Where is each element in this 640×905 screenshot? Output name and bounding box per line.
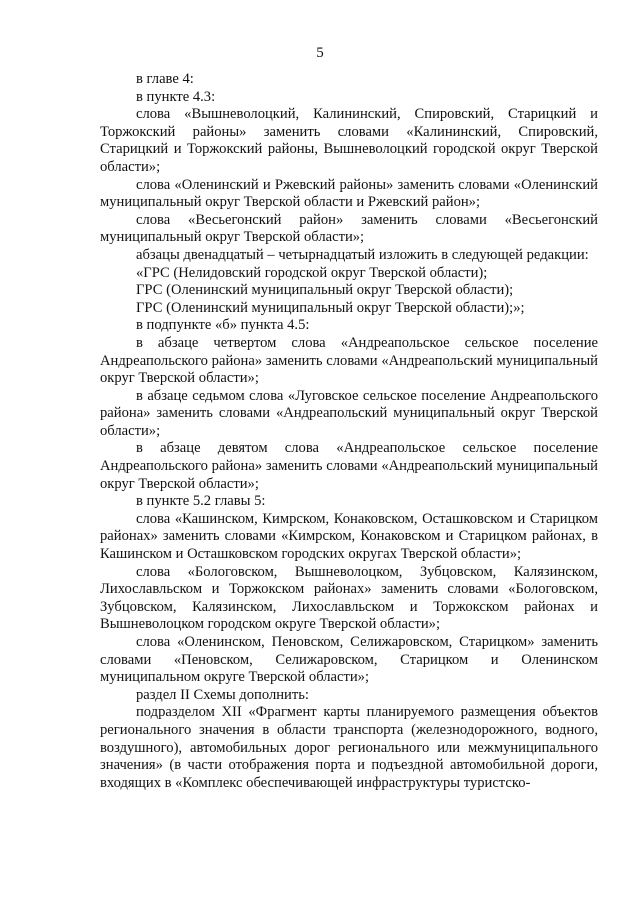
paragraph: в абзаце девятом слова «Андреапольское сельское поселение Андреапольского района» заменить словами «Андреапольский муниципальный округ Тверской области»; xyxy=(100,440,598,492)
document-body xyxy=(100,71,598,792)
page-number: 5 xyxy=(316,45,324,61)
paragraph: слова «Бологовском, Вышневолоцком, Зубцовском, Калязинском, Лихославльском и Торжокском районах» заменить словами «Бологовском, Зубцовском, Калязинском, Лихославльском и Торжокском районах и Вышневолоцком городском округе Тверской области»; xyxy=(100,563,598,633)
paragraph: в главе 4: xyxy=(136,71,194,87)
paragraph: в пункте 5.2 главы 5: xyxy=(136,493,266,510)
paragraph: слова «Весьегонский район» заменить словами «Весьегонский муниципальный округ Тверской области»; xyxy=(100,211,598,246)
paragraph: слова «Кашинском, Кимрском, Конаковском, Осташковском и Старицком районах» заменить словами «Кимрском, Конаковском и Старицком районах, в Кашинском и Осташковском городских округах Тверской области»; xyxy=(100,510,598,563)
paragraph: в абзаце седьмом слова «Луговское сельское поселение Андреапольского района» заменить словами «Андреапольский муниципальный округ Тверской области»; xyxy=(100,387,598,439)
paragraph: ГРС (Оленинский муниципальный округ Тверской области); xyxy=(136,282,514,299)
paragraph: слова «Оленинский и Ржевский районы» заменить словами «Оленинский муниципальный округ Тверской области и Ржевский район»; xyxy=(100,176,598,211)
paragraph: в подпункте «б» пункта 4.5: xyxy=(136,317,310,334)
paragraph: абзацы двенадцатый – четырнадцатый изложить в следующей редакции: xyxy=(136,246,589,263)
paragraph: слова «Вышневолоцкий, Калининский, Спировский, Старицкий и Торжокский районы» заменить словами «Калининский, Спировский, Старицкий и Торжокский районы, Вышневолоцкий городской округ Тверской области»; xyxy=(100,106,598,175)
paragraph: подразделом XII «Фрагмент карты планируемого размещения объектов регионального значения в области транспорта (железнодорожного, водного, воздушного), автомобильных дорог регионального или межмуниципального значения» (в части отображения порта и подъездной автомобильной дороги, входящих в «Комплекс обеспечивающей инфраструктуры туристско- xyxy=(100,704,598,791)
paragraph: раздел II Схемы дополнить: xyxy=(136,686,309,703)
paragraph: ГРС (Оленинский муниципальный округ Тверской области);»; xyxy=(136,299,525,316)
paragraph: слова «Оленинском, Пеновском, Селижаровском, Старицком» заменить словами «Пеновском, Селижаровском, Старицком и Оленинском муниципальном округе Тверской области»; xyxy=(100,634,598,686)
paragraph: в пункте 4.3: xyxy=(136,88,216,105)
paragraph: «ГРС (Нелидовский городской округ Тверской области); xyxy=(136,264,488,281)
paragraph: в абзаце четвертом слова «Андреапольское сельское поселение Андреапольского района» заменить словами «Андреапольский муниципальный округ Тверской области»; xyxy=(100,334,598,387)
